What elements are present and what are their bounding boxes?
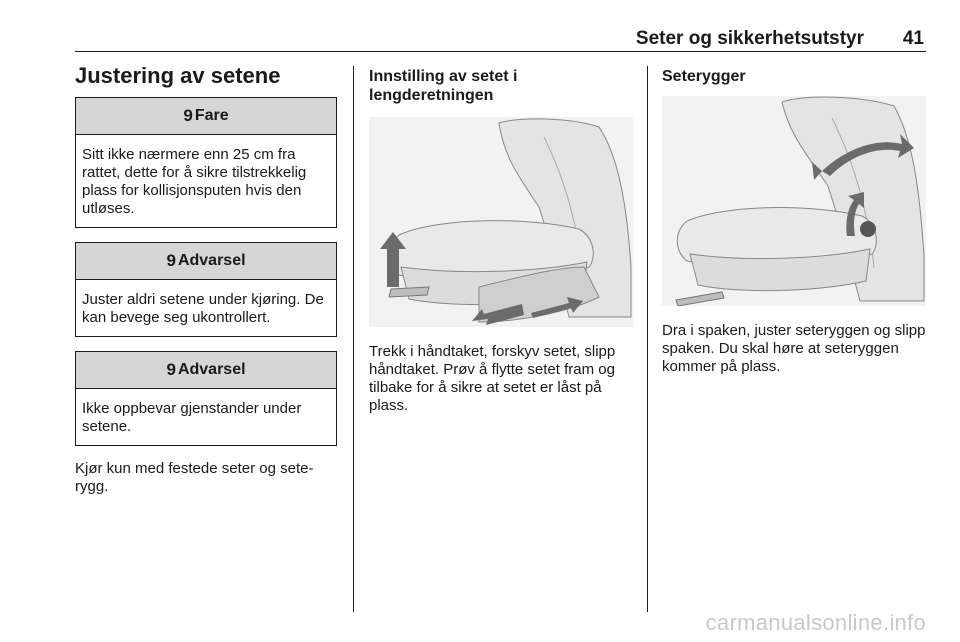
warning-triangle-icon: 9 [183, 106, 193, 125]
left-column [75, 63, 337, 496]
seat-slide-icon [369, 117, 633, 327]
body-paragraph: Dra i spaken, juster seteryggen og slipp spaken. Du skal høre at seteryggen kommer på plass. [662, 322, 926, 375]
right-column [662, 63, 926, 376]
warning-text: Ikke oppbevar gjenstander under setene. [82, 400, 302, 435]
danger-box [75, 97, 337, 228]
column-divider [647, 66, 648, 612]
danger-heading: Fare [194, 107, 229, 124]
seat-backrest-illustration [662, 96, 926, 306]
section-heading: Seterygger [662, 68, 746, 85]
warning-box [75, 351, 337, 446]
warning-box-header [76, 352, 336, 389]
watermark: carmanualsonline.info [705, 610, 926, 635]
section-heading: Innstilling av setet i lengderetningen [369, 68, 518, 104]
warning-heading: Advarsel [177, 361, 246, 378]
warning-triangle-icon: 9 [166, 360, 176, 379]
section-title: Seter og sikkerhetsutstyr [635, 28, 864, 49]
seat-backrest-icon [662, 96, 926, 306]
body-paragraph: Trekk i håndtaket, forskyv setet, slipp håndtaket. Prøv å flytte setet fram og tilbake for å sikre at setet er låst på plass. [369, 343, 616, 414]
warning-heading: Advarsel [177, 252, 246, 269]
warning-text: Juster aldri setene under kjøring. De kan bevege seg ukontrollert. [82, 291, 324, 326]
middle-column [369, 63, 633, 415]
column-divider [353, 66, 354, 612]
warning-box [75, 242, 337, 337]
page-header [75, 28, 926, 52]
seat-slide-illustration [369, 117, 633, 327]
danger-text: Sitt ikke nærmere enn 25 cm fra rattet, dette for å sikre tilstrekkelig plass for kollisjonsputen hvis den utløses. [82, 146, 307, 217]
warning-box-header [76, 243, 336, 280]
page-title: Justering av setene [75, 63, 281, 88]
body-paragraph: Kjør kun med festede seter og seterygg. [75, 460, 314, 495]
danger-box-header [76, 98, 336, 135]
page-number: 41 [902, 28, 924, 49]
warning-triangle-icon: 9 [166, 251, 176, 270]
